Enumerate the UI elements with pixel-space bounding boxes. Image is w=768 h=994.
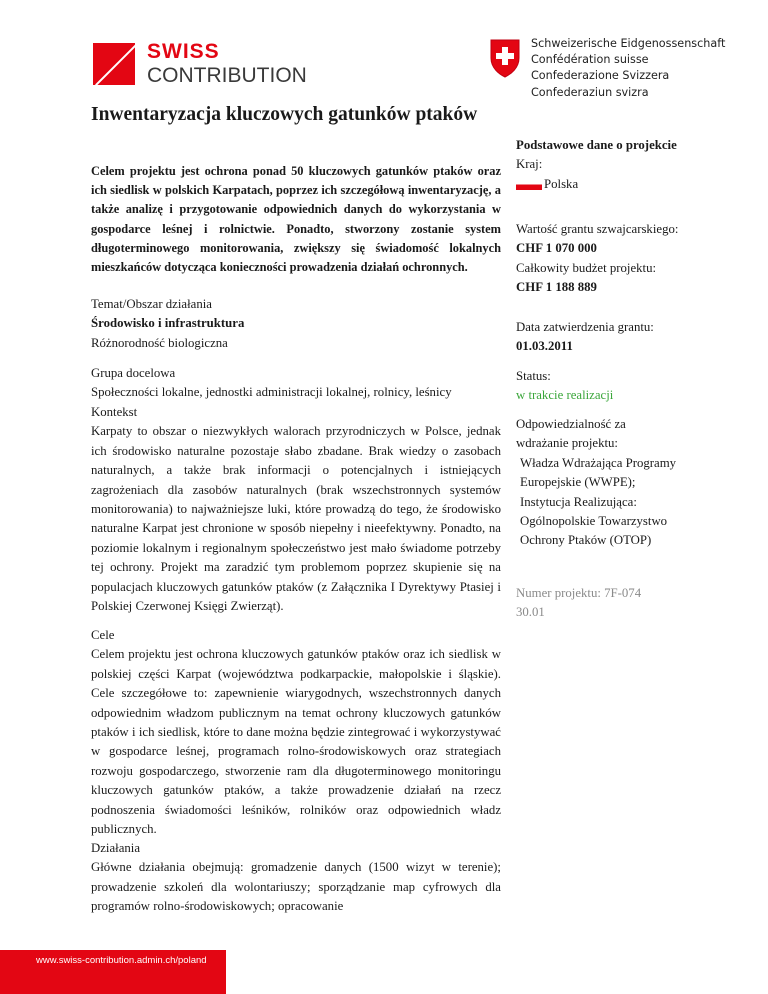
theme-main: Środowisko i infrastruktura — [91, 316, 245, 331]
confederation-rm: Confederaziun svizra — [531, 85, 649, 99]
status-section — [516, 367, 681, 406]
responsibility-label: Odpowiedzialność za wdrażanie projektu: — [516, 417, 626, 451]
logo-text-contribution: CONTRIBUTION — [147, 64, 307, 87]
target-label: Grupa docelowa — [91, 366, 176, 380]
confederation-it: Confederazione Svizzera — [531, 69, 670, 83]
grant-value: CHF 1 070 000 — [516, 241, 597, 256]
budget-label: Całkowity budżet projektu: — [516, 260, 657, 275]
poland-flag-icon — [516, 180, 542, 190]
theme-section — [91, 295, 501, 353]
confederation-names — [531, 36, 725, 101]
status-value: w trakcie realizacji — [516, 388, 614, 403]
project-number: Numer projektu: 7F-07430.01 — [516, 586, 642, 620]
approval-value: 01.03.2011 — [516, 339, 573, 354]
actions-text: Główne działania obejmują: gromadzenie danych (1500 wizyt w terenie); prowadzenie szkoleń dla wolontariuszy; sporządzanie map cyfrowych dla programów rolno-środowiskowych; opracowanie — [91, 860, 501, 914]
context-text: Karpaty to obszar o niezwykłych walorach przyrodniczych w Polsce, jednak ich środowisko naturalne pozostaje słabo zbadane. Brak wiedzy o zasobach naturalnych, a także brak informacji o potencjalnych i istniejących zagrożeniach dla zasobów naturalnych (brak wszechstronnych systemów monitorowania) to najważniejsze luki, które prowadzą do tego, że środowisko naturalne Karpat jest chronione w sposób niepełny i nieefektywny. Ponadto, na poziomie lokalnym i regionalnym społeczeństwo jest mało świadome potrzeby tej ochrony. Projekt ma zaradzić tym problemom poprzez skupienie się na populacjach kluczowych gatunków ptaków (z Załącznika I Dyrektywy Ptasiej i Polskiej Czerwonej Księgi Zwierząt). — [91, 424, 501, 614]
basic-data-section — [516, 136, 681, 194]
footer-url-link[interactable]: www.swiss-contribution.admin.ch/poland — [36, 955, 207, 966]
theme-sub: Różnorodność biologiczna — [91, 335, 228, 350]
target-text: Społeczności lokalne, jednostki administracji lokalnej, rolnicy, leśnicy — [91, 385, 452, 400]
approval-section — [516, 318, 681, 357]
project-intro: Celem projektu jest ochrona ponad 50 kluczowych gatunków ptaków oraz ich siedlisk w polskich Karpatach, poprzez ich szczegółową inwentaryzację, a także analizę i przygotowanie odpowiednich danych do wykorzystania w gospodarce leśnej i rolnictwie. Ponadto, stworzony zostanie system długoterminowego monitorowania, zwiększy się świadomość lokalnych mieszkańców dotycząca konieczności prowadzenia działań ochronnych. — [91, 164, 501, 275]
goals-text: Celem projektu jest ochrona kluczowych gatunków ptaków oraz ich siedlisk w polskiej części Karpat (województwa podkarpackie, małopolskie i śląskie). Cele szczegółowe to: zapewnienie wiarygodnych, wszechstronnych danych odpowiednim władzom publicznym na temat ochrony kluczowych gatunków ptaków i ich siedlisk, które to dane można będzie zintegrować i wykorzystywać w gospodarce leśnej, programach rolno-środowiskowych oraz strategiach rozwoju gospodarczego, stworzenie ram dla długoterminowego monitoringu kluczowych gatunków ptaków, a także prowadzenie działań na rzecz podnoszenia świadomości leśników, rolników oraz odpowiednich władz publicznych. — [91, 647, 501, 837]
approval-label: Data zatwierdzenia grantu: — [516, 320, 654, 334]
theme-label: Temat/Obszar działania — [91, 297, 212, 311]
actions-label: Działania — [91, 841, 141, 855]
country-row — [516, 175, 681, 194]
goals-label: Cele — [91, 628, 115, 642]
target-group-section — [91, 364, 501, 403]
actions-section — [91, 839, 501, 917]
swiss-crest-icon — [489, 38, 521, 78]
goals-section — [91, 626, 501, 839]
budget-value: CHF 1 188 889 — [516, 280, 597, 295]
context-label: Kontekst — [91, 405, 138, 419]
context-section — [91, 403, 501, 616]
country-label: Kraj: — [516, 157, 543, 172]
swiss-contribution-logo-mark — [93, 43, 135, 85]
grant-label: Wartość grantu szwajcarskiego: — [516, 222, 679, 236]
responsibility-section — [516, 415, 681, 551]
status-label: Status: — [516, 369, 551, 383]
basic-data-label: Podstawowe dane o projekcie — [516, 138, 677, 152]
confederation-de: Schweizerische Eidgenossenschaft — [531, 37, 726, 50]
confederation-fr: Confédération suisse — [531, 53, 649, 67]
grant-section — [516, 220, 681, 298]
responsibility-value: Władza Wdrażająca Programy Europejskie (WWPE); Instytucja Realizująca: Ogólnopolskie Towarzystwo Ochrony Ptaków (OTOP) — [520, 455, 677, 548]
logo-text-swiss: SWISS — [147, 40, 220, 63]
page-title: Inwentaryzacja kluczowych gatunków ptaków — [91, 104, 478, 125]
country-value: Polska — [544, 176, 579, 191]
